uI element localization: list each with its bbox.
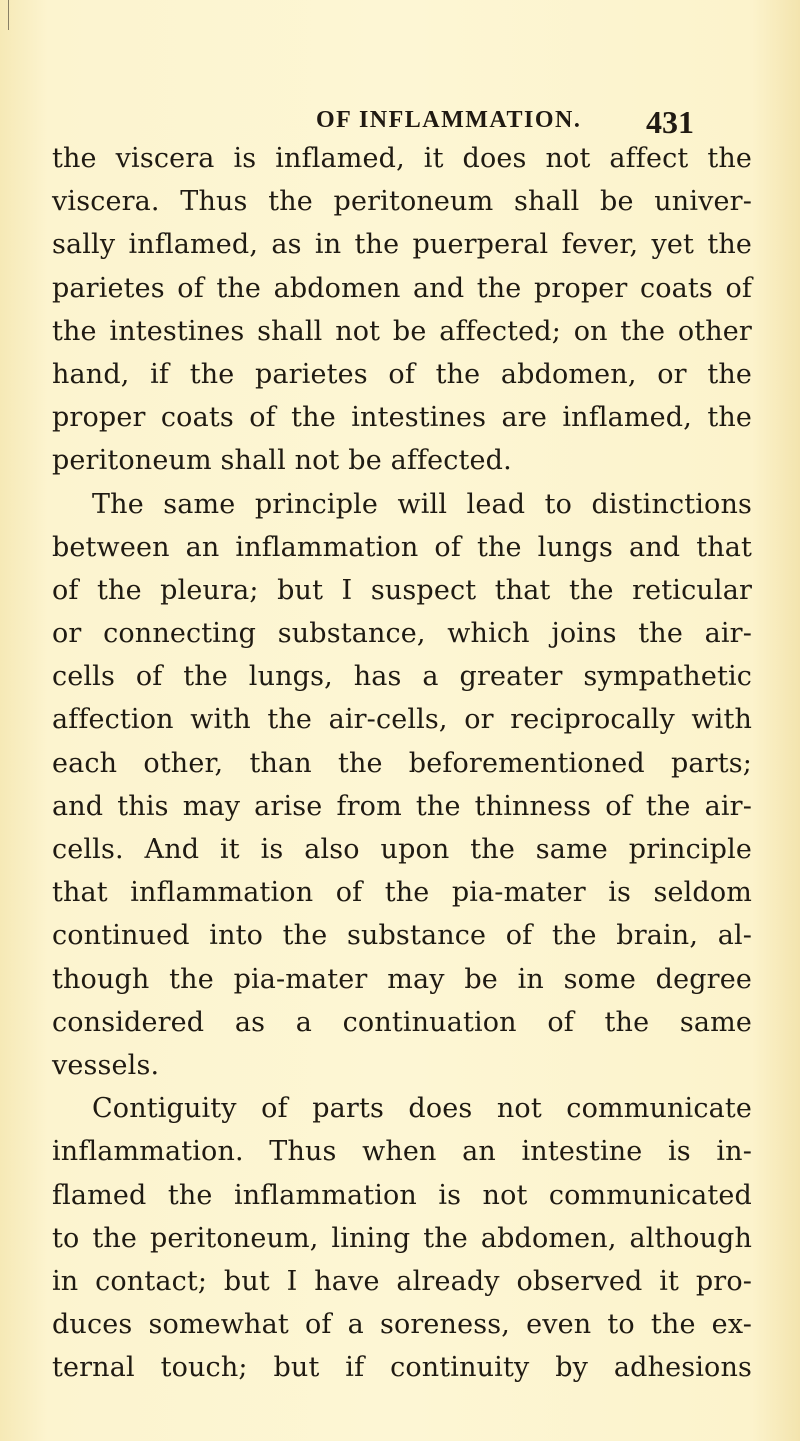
text-line: parietes of the abdomen and the proper coats of [52, 272, 752, 304]
text-line: duces somewhat of a soreness, even to the ex- [52, 1309, 752, 1341]
running-head-title: OF INFLAMMATION. [316, 107, 582, 133]
text-line: in contact; but I have already observed it pro- [52, 1265, 752, 1297]
text-line: of the pleura; but I suspect that the reticular [52, 574, 752, 606]
text-line: though the pia-mater may be in some degree [52, 963, 752, 995]
paragraph-start-line: The same principle will lead to distinctions [92, 488, 752, 520]
text-line: each other, than the beforementioned parts; [52, 747, 752, 779]
text-line: the viscera is inflamed, it does not affect the [52, 143, 752, 174]
text-line: hand, if the parietes of the abdomen, or the [52, 358, 752, 390]
text-line: to the peritoneum, lining the abdomen, although [52, 1222, 752, 1254]
text-line: peritoneum shall not be affected. [52, 445, 512, 477]
page-number: 431 [646, 104, 694, 140]
paragraph-start-line: Contiguity of parts does not communicate [92, 1093, 752, 1125]
text-line: considered as a continuation of the same [52, 1006, 752, 1038]
text-line: continued into the substance of the brain, al- [52, 920, 752, 952]
text-line: cells. And it is also upon the same principle [52, 834, 752, 865]
text-line: affection with the air-cells, or reciprocally with [52, 704, 752, 736]
text-line: ternal touch; but if continuity by adhesions [52, 1352, 752, 1384]
text-line: viscera. Thus the peritoneum shall be univer- [52, 186, 752, 218]
text-line: between an inflammation of the lungs and that [52, 531, 752, 563]
text-line: that inflammation of the pia-mater is seldom [52, 877, 752, 909]
text-line: and this may arise from the thinness of the air- [52, 790, 752, 822]
body-text [52, 137, 752, 1389]
text-line: the intestines shall not be affected; on the other [52, 315, 752, 347]
text-line: flamed the inflammation is not communicated [52, 1179, 752, 1211]
page-edge-mark [0, 0, 9, 30]
text-line: vessels. [52, 1049, 160, 1081]
text-line: cells of the lungs, has a greater sympathetic [52, 661, 752, 693]
text-line: inflammation. Thus when an intestine is in- [52, 1136, 752, 1168]
text-line: sally inflamed, as in the puerperal fever, yet the [52, 229, 752, 261]
text-line: or connecting substance, which joins the air- [52, 618, 752, 650]
text-line: proper coats of the intestines are inflamed, the [52, 402, 752, 434]
